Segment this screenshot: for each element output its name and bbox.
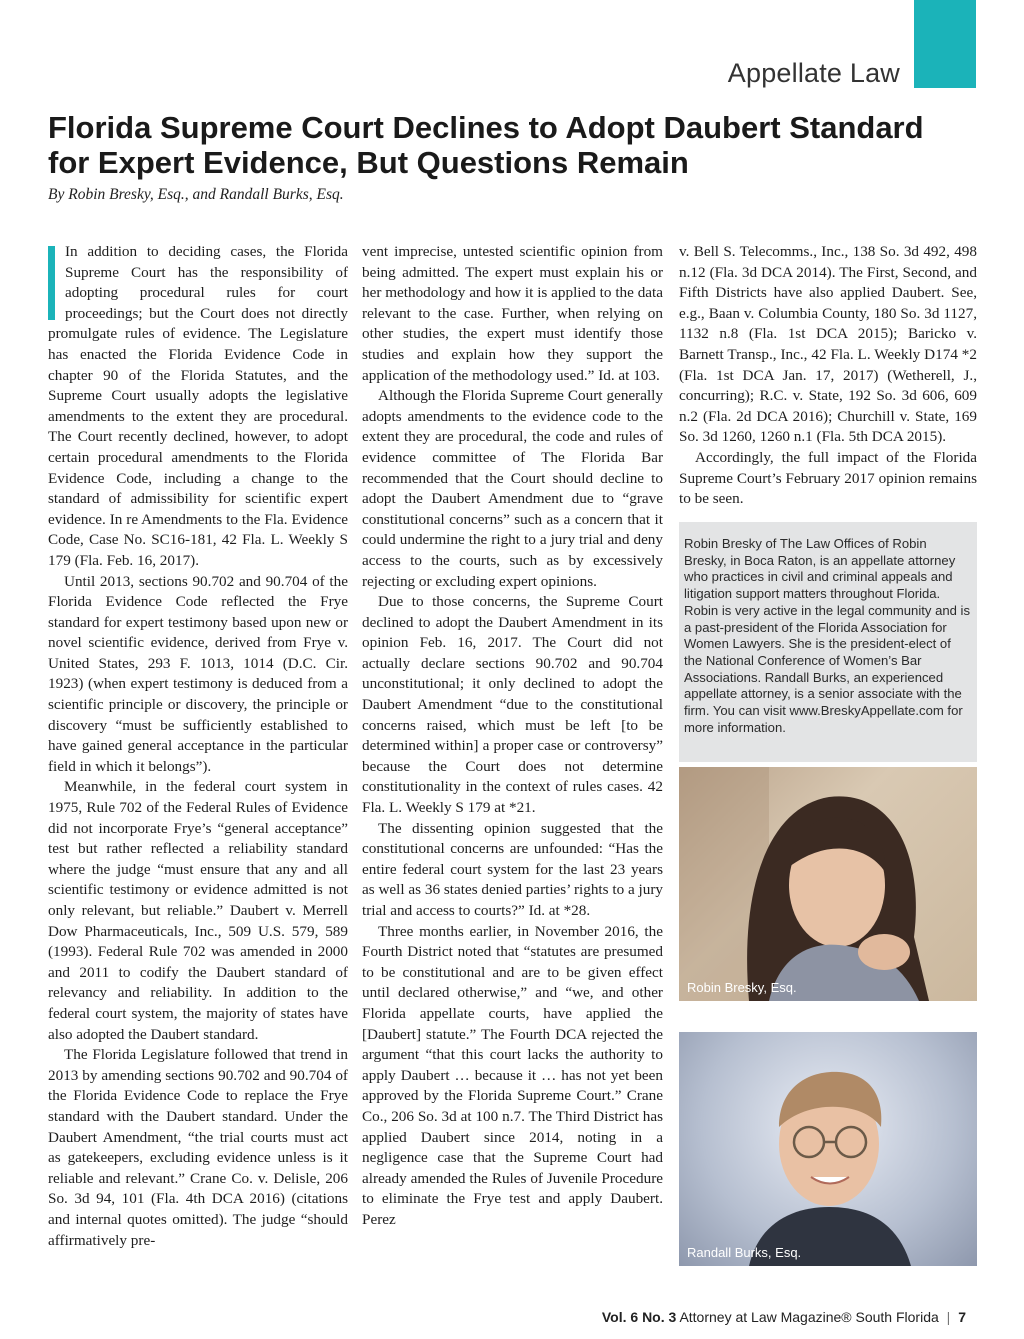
paragraph: The dissenting opinion suggested that the constitutional concerns are unfounded: “Has the entire federal court system for the last 23 years as well as 36 states denied parties’ rights to a jury trial and access to courts?” Id. at *28. [362, 819, 663, 919]
paragraph: In addition to deciding cases, the Florida Supreme Court has the responsibility of adopting procedural rules for court proceedings; but the Court does not directly promulgate rules of evidence. The Legislature has enacted the Florida Evidence Code in chapter 90 of the Florida Statutes, and the Supreme Court usually adopts the legislative amendments to the extent they are procedural. The Court recently declined, however, to adopt certain procedural amendments to the Florida Evidence Code, including a change to the standard of admissibility for scientific expert evidence. In re Amendments to the Fla. Evidence Code, Case No. SC16-181, 42 Fla. L. Weekly S 179 (Fla. Feb. 16, 2017). [48, 243, 348, 569]
footer-volume: Vol. 6 No. 3 [601, 1309, 677, 1325]
paragraph: Due to those concerns, the Supreme Court declined to adopt the Daubert Amendment in its opinion Feb. 16, 2017. The Court did not actually declare sections 90.702 and 90.704 unconstitutional; it only declined to adopt the Daubert Amendment “due to the constitutional concerns raised, which must be left [to be determined within] a proper case or controversy” because the Court does not determine constitutionality in the context of rules cases. 42 Fla. L. Weekly S 179 at *21. [362, 593, 663, 817]
author-photo-robin-bresky [679, 767, 977, 1001]
paragraph: Three months earlier, in November 2016, the Fourth District noted that “statutes are presumed to be constitutional and are to be given effect until declared otherwise,” and “we, and other Florida appellate courts, have applied the [Daubert] statute.” The Fourth DCA rejected the argument “that this court lacks the authority to apply Daubert … because it … has not yet been approved by the Florida Supreme Court.” Crane Co., 206 So. 3d at 100 n.7. The Third District has applied Daubert since 2014, noting in a negligence case that the Supreme Court had already amended the Rules of Juvenile Procedure to eliminate the Frye test and apply Daubert. Perez [362, 922, 663, 1228]
article-column-3 [679, 242, 977, 512]
article-column-1 [48, 242, 348, 1287]
portrait-icon [679, 1032, 977, 1266]
photo-caption: Robin Bresky, Esq. [687, 980, 797, 995]
footer-separator: | [946, 1309, 951, 1325]
footer-publication: Attorney at Law Magazine® South Florida [679, 1309, 939, 1325]
article-column-2 [362, 242, 663, 1287]
paragraph: Until 2013, sections 90.702 and 90.704 of the Florida Evidence Code reflected the Frye standard for expert testimony based upon new or novel scientific evidence, derived from Frye v. United States, 293 F. 1013, 1014 (D.C. Cir. 1923) (when expert testimony is deduced from a scientific principle or discovery, the principle or discovery “must be sufficiently established to have gained general acceptance in the particular field in which it belongs”). [48, 572, 348, 775]
paragraph: The Florida Legislature followed that trend in 2013 by amending sections 90.702 and 90.704 of the Florida Evidence Code to replace the Frye standard with the Daubert standard. Under the Daubert Amendment, “the trial courts must act as gatekeepers, excluding evidence unless is it reliable and relevant.” Crane Co. v. Delisle, 206 So. 3d 94, 101 (Fla. 4th DCA 2016) (citations and internal quotes omitted). The judge “should affirmatively pre- [48, 1046, 348, 1249]
article-byline: By Robin Bresky, Esq., and Randall Burks, Esq. [48, 186, 344, 203]
article-title-line-1: Florida Supreme Court Declines to Adopt Daubert Standard [48, 110, 924, 145]
article-title-line-2: for Expert Evidence, But Questions Remain [48, 145, 689, 180]
paragraph: Accordingly, the full impact of the Florida Supreme Court’s February 2017 opinion remains to be seen. [679, 448, 977, 508]
paragraph: v. Bell S. Telecomms., Inc., 138 So. 3d 492, 498 n.12 (Fla. 3d DCA 2014). The First, Second, and Fifth Districts have also applied Daubert. See, e.g., Baan v. Columbia County, 180 So. 3d 1127, 1132 n.8 (Fla. 1st DCA 2015); Baricko v. Barnett Transp., Inc., 42 Fla. L. Weekly D174 *2 (Fla. 1st DCA Jan. 17, 2017) (Wetherell, J., concurring); R.C. v. State, 192 So. 3d 606, 609 n.2 (Fla. 2d DCA 2016); Churchill v. State, 169 So. 3d 1260, 1260 n.1 (Fla. 5th DCA 2015). [679, 243, 977, 446]
author-bio-box: Robin Bresky of The Law Offices of Robin Bresky, in Boca Raton, is an appellate attorney who practices in civil and criminal appeals and litigation support matters throughout Florida. Robin is very active in the legal community and is a past-president of the Florida Association for Women Lawyers. She is the president-elect of the National Conference of Women’s Bar Associations. Randall Burks, an experienced appellate attorney, is a senior associate with the firm. You can visit www.BreskyAppellate.com for more information. [679, 522, 977, 762]
photo-caption: Randall Burks, Esq. [687, 1245, 802, 1260]
author-photo-randall-burks [679, 1032, 977, 1266]
paragraph: Meanwhile, in the federal court system in 1975, Rule 702 of the Federal Rules of Evidence did not incorporate Frye’s “general acceptance” test but rather reflected a reliability standard where the judge “must ensure that any and all scientific testimony or evidence admitted is not only relevant, but reliable.” Daubert v. Merrell Dow Pharmaceuticals, Inc., 509 U.S. 579, 589 (1993). Federal Rule 702 was amended in 2000 and 2011 to codify the Daubert standard of relevancy and reliability. In addition to the federal court system, the majority of states have also adopted the Daubert standard. [48, 778, 348, 1043]
portrait-icon [679, 767, 977, 1001]
dropcap-bar [48, 246, 55, 320]
article-title [48, 110, 968, 180]
paragraph: vent imprecise, untested scientific opinion from being admitted. The expert must explain his or her methodology and how it is applied to the data relevant to the case. Further, when relying on other studies, the expert must identify those studies and explain how they support the application of the methodology used.” Id. at 103. [362, 243, 663, 384]
page-footer [602, 1309, 966, 1325]
section-accent-tab [914, 0, 976, 88]
section-label: Appellate Law [727, 58, 900, 88]
page-number: 7 [958, 1309, 966, 1325]
paragraph: Although the Florida Supreme Court generally adopts amendments to the evidence code to the extent they are procedural, the code and rules of evidence committee of The Florida Bar recommended that the Court should decline to adopt the Daubert Amendment due to “grave constitutional concerns” such as a concern that it could undermine the right to a jury trial and deny access to the courts, such as by excessively rejecting or excluding expert opinions. [362, 387, 663, 590]
